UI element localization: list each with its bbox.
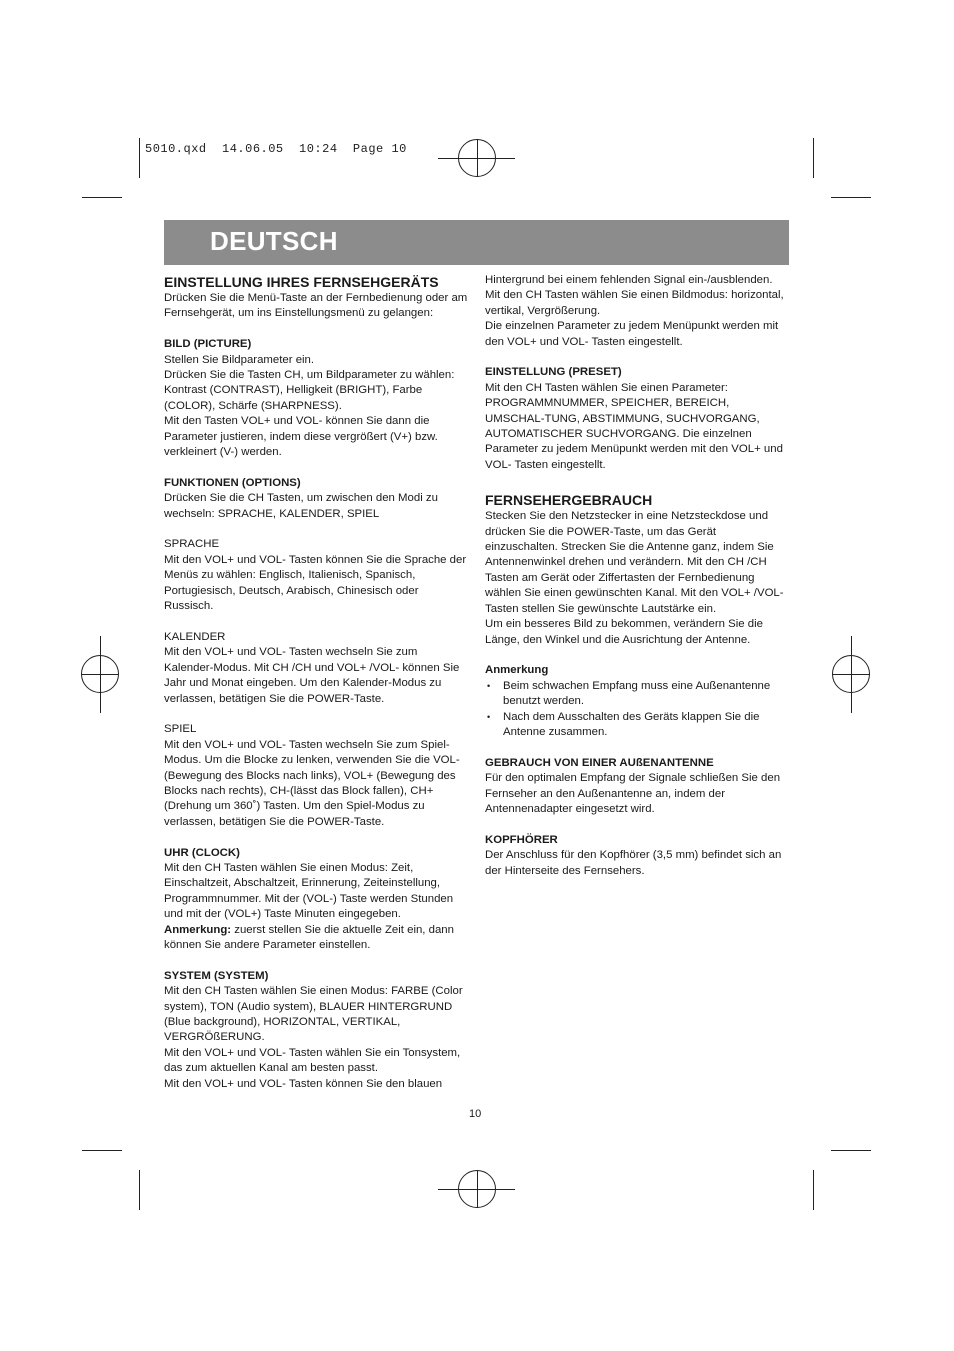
paragraph: Mit den Tasten VOL+ und VOL- können Sie dann die Parameter justieren, indem diese vergrößert (V+) bzw. verkleinert (V-) werden.	[164, 415, 438, 459]
mode-title: SPIEL	[164, 723, 197, 736]
crop-mark	[82, 1150, 122, 1151]
mode-title: KALENDER	[164, 630, 226, 643]
paragraph: Der Anschluss für den Kopfhörer (3,5 mm) befindet sich an der Hinterseite des Fernsehers.	[485, 849, 782, 877]
bullet-icon: •	[487, 680, 491, 691]
paragraph: Stecken Sie den Netzstecker in eine Netzsteckdose und drücken Sie die POWER-Taste, um das Gerät einzuschalten. Strecken Sie die Antenne ganz, indem Sie Antennenwinkel drehen und verändern. Mit den CH /CH Tasten am Gerät oder Ziffertasten der Fernbedienung wählen Sie einen gewünschten Kanal. Mit den VOL+ /VOL- Tasten stellen Sie gewünschte Lautstärke ein.	[485, 510, 784, 615]
paragraph: Mit den VOL+ und VOL- Tasten wählen Sie ein Tonsystem, das zum aktuellen Kanal am besten passt.	[164, 1046, 461, 1075]
subsection-title: BILD (PICTURE)	[164, 338, 252, 351]
subsection-title: FUNKTIONEN (OPTIONS)	[164, 476, 301, 489]
crop-mark	[813, 1170, 814, 1210]
subsection-title: KOPFHÖRER	[485, 833, 558, 846]
right-column	[485, 273, 789, 879]
paragraph: Mit den VOL+ und VOL- Tasten wechseln Sie zum Kalender-Modus. Mit CH /CH und VOL+ /VOL- können Sie Jahr und Monat eingeben. Um den Kalender-Modus zu verlassen, betätigen Sie die POWER-Taste.	[164, 646, 460, 705]
subsection-title: SYSTEM (SYSTEM)	[164, 969, 269, 982]
paragraph: Mit den CH Tasten wählen Sie einen Bildmodus: horizontal, vertikal, Vergrößerung.	[485, 289, 784, 317]
crop-mark	[82, 197, 122, 198]
paragraph: Mit den CH Tasten wählen Sie einen Modus: Zeit, Einschaltzeit, Abschaltzeit, Erinnerung, Zeiteinstellung, Programmnummer. Mit der (VOL-) Taste werden Stunden und mit der (VOL+) Taste Minuten eingegeben.	[164, 861, 454, 921]
crop-mark	[139, 138, 140, 178]
paragraph: Mit den VOL+ und VOL- Tasten wechseln Sie zum Spiel-Modus. Um die Blocke zu lenken, verwenden Sie die VOL- (Bewegung des Blocks nach links), VOL+ (Bewegung des Blocks nach rechts), CH-(lässt das Block fallen), CH+ (Drehung um 360˚) Tasten. Um den Spiel-Modus zu verlassen, betätigen Sie die POWER-Taste.	[164, 738, 460, 828]
left-column	[164, 273, 468, 1092]
note-list	[485, 679, 789, 741]
banner-title: DEUTSCH	[210, 226, 338, 256]
subsection-title: GEBRAUCH VON EINER AUßENANTENNE	[485, 756, 714, 769]
paragraph: Die einzelnen Parameter zu jedem Menüpunkt werden mit den VOL+ und VOL- Tasten eingestellt.	[485, 320, 779, 348]
paragraph: Mit den VOL+ und VOL- Tasten können Sie die Sprache der Menüs zu wählen: Englisch, Italienisch, Spanisch, Portugiesisch, Deutsch, Arabisch, Chinesisch oder Russisch.	[164, 553, 467, 613]
note-paragraph	[164, 923, 468, 954]
paragraph: Stellen Sie Bildparameter ein.	[164, 353, 315, 366]
list-item: • Beim schwachen Empfang muss eine Außenantenne benutzt werden.	[487, 679, 771, 708]
paragraph: Für den optimalen Empfang der Signale schließen Sie den Fernseher an den Außenantenne an, indem der Antennenadapter eingesetzt wird.	[485, 772, 781, 815]
paragraph: Mit den CH Tasten wählen Sie einen Modus: FARBE (Color system), TON (Audio system), BLAUER HINTERGRUND (Blue background), HORIZONTAL, VERTIKAL, VERGRÖßERUNG.	[164, 985, 463, 1044]
crop-mark	[831, 1150, 871, 1151]
paragraph: Um ein besseres Bild zu bekommen, verändern Sie die Länge, den Winkel und die Ausrichtung der Antenne.	[485, 618, 763, 646]
note-text: zuerst stellen Sie die aktuelle Zeit ein, dann können Sie andere Parameter einstellen.	[164, 923, 454, 951]
note-label: Anmerkung:	[164, 923, 232, 936]
subsection-title: Anmerkung	[485, 664, 549, 677]
mode-title: SPRACHE	[164, 538, 220, 551]
crop-mark	[813, 138, 814, 178]
paragraph: Mit den VOL+ und VOL- Tasten können Sie den blauen	[164, 1077, 443, 1090]
paragraph: Mit den CH Tasten wählen Sie einen Parameter: PROGRAMMNUMMER, SPEICHER, BEREICH, UMSCHAL-TUNG, ABSTIMMUNG, SUCHVORGANG, AUTOMATISCHER SUCHVORGANG. Die einzelnen Parameter zu jedem Menüpunkt werden mit den VOL+ und VOL- Tasten eingestellt.	[485, 381, 783, 471]
section-heading: EINSTELLUNG IHRES FERNSEHGERÄTS	[164, 274, 439, 290]
section-heading: FERNSEHERGEBRAUCH	[485, 492, 653, 509]
bullet-icon: •	[487, 711, 491, 722]
crop-mark	[831, 197, 871, 198]
subsection-title: UHR (CLOCK)	[164, 846, 240, 859]
paragraph: Hintergrund bei einem fehlenden Signal ein-/ausblenden.	[485, 274, 773, 286]
crop-mark	[139, 1170, 140, 1210]
subsection-title: EINSTELLUNG (PRESET)	[485, 366, 622, 379]
paragraph: Drücken Sie die Tasten CH, um Bildparameter zu wählen: Kontrast (CONTRAST), Helligkeit (BRIGHT), Farbe (COLOR), Schärfe (SHARPNESS).	[164, 369, 455, 412]
list-item: • Nach dem Ausschalten des Geräts klappen Sie die Antenne zusammen.	[487, 710, 760, 738]
paragraph: Drücken Sie die CH Tasten, um zwischen den Modi zu wechseln: SPRACHE, KALENDER, SPIEL	[164, 492, 438, 520]
language-banner	[164, 220, 789, 265]
page-number: 10	[469, 1108, 482, 1120]
intro-text: Drücken Sie die Menü-Taste an der Fernbedienung oder am Fernsehgerät, um ins Einstellungsmenü zu gelangen:	[164, 292, 468, 320]
file-slug: 5010.qxd 14.06.05 10:24 Page 10	[145, 142, 407, 156]
